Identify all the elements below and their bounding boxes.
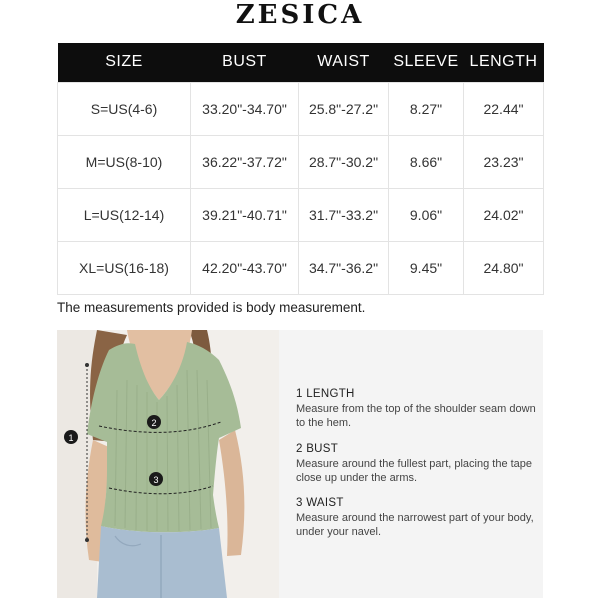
table-cell: 33.20"-34.70" <box>191 82 299 135</box>
table-cell: S=US(4-6) <box>58 82 191 135</box>
length-line-top-dot <box>85 363 89 367</box>
table-cell: 22.44" <box>464 82 544 135</box>
table-cell: 24.80" <box>464 241 544 294</box>
column-header-size: SIZE <box>58 43 191 82</box>
length-line-bottom-dot <box>85 538 89 542</box>
table-row <box>58 82 544 135</box>
model-jeans <box>97 526 227 598</box>
table-cell: 28.7"-30.2" <box>299 135 389 188</box>
table-cell: 31.7"-33.2" <box>299 188 389 241</box>
table-cell: 39.21"-40.71" <box>191 188 299 241</box>
marker-2-label: 2 <box>151 418 157 428</box>
marker-1-label: 1 <box>68 433 74 443</box>
column-header-sleeve: SLEEVE <box>389 43 464 82</box>
bust-guide-title: 2 BUST <box>296 443 339 455</box>
waist-guide <box>296 497 536 539</box>
table-row <box>58 188 544 241</box>
bust-guide-description: Measure around the fullest part, placing the tape close up under the arms. <box>296 458 533 484</box>
table-cell: 25.8"-27.2" <box>299 82 389 135</box>
model-photo-panel <box>57 330 279 598</box>
table-cell: 36.22"-37.72" <box>191 135 299 188</box>
table-cell: 24.02" <box>464 188 544 241</box>
table-row <box>58 241 544 294</box>
column-header-waist: WAIST <box>299 43 389 82</box>
measurement-guide-panel <box>279 330 543 598</box>
waist-guide-title: 3 WAIST <box>296 497 344 509</box>
table-cell: XL=US(16-18) <box>58 241 191 294</box>
bust-guide <box>296 443 536 485</box>
table-header-row <box>58 43 544 82</box>
table-cell: L=US(12-14) <box>58 188 191 241</box>
column-header-bust: BUST <box>191 43 299 82</box>
marker-3-label: 3 <box>153 475 159 485</box>
length-guide-title: 1 LENGTH <box>296 388 355 400</box>
table-cell: 9.06" <box>389 188 464 241</box>
table-cell: 42.20"-43.70" <box>191 241 299 294</box>
table-row <box>58 135 544 188</box>
size-chart-table <box>57 43 544 295</box>
column-header-length: LENGTH <box>464 43 544 82</box>
table-cell: 8.27" <box>389 82 464 135</box>
length-guide-description: Measure from the top of the shoulder seam down to the hem. <box>296 403 536 429</box>
waist-guide-description: Measure around the narrowest part of your body, under your navel. <box>296 512 534 538</box>
measurement-note: The measurements provided is body measurement. <box>57 300 366 315</box>
table-cell: 9.45" <box>389 241 464 294</box>
model-illustration <box>57 330 279 598</box>
length-guide <box>296 388 536 430</box>
brand-logo: ZESICA <box>235 0 365 30</box>
table-cell: 34.7"-36.2" <box>299 241 389 294</box>
table-cell: 23.23" <box>464 135 544 188</box>
table-cell: 8.66" <box>389 135 464 188</box>
table-cell: M=US(8-10) <box>58 135 191 188</box>
